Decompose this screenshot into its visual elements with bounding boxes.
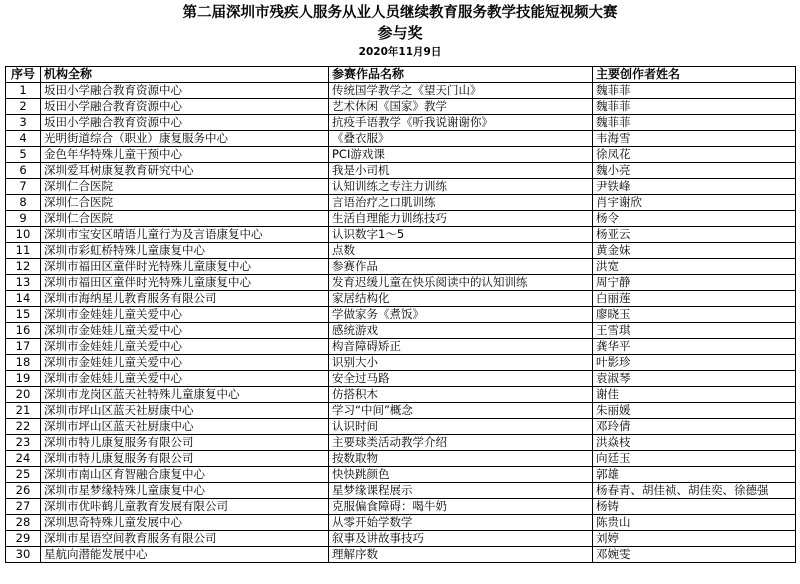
cell-work-title: 参赛作品: [329, 259, 593, 275]
table-header-row: [6, 67, 796, 83]
cell-author: 朱丽媛: [593, 403, 796, 419]
cell-organization: 深圳市福田区童伴时光特殊儿童康复中心: [41, 275, 329, 291]
cell-author: 刘婷: [593, 531, 796, 547]
cell-organization: 深圳市金娃娃儿童关爱中心: [41, 307, 329, 323]
table-row: [6, 243, 796, 259]
cell-index: 8: [6, 195, 41, 211]
cell-organization: 星航向潜能发展中心: [41, 547, 329, 563]
cell-author: 杨令: [593, 211, 796, 227]
table-row: [6, 131, 796, 147]
cell-author: 王雪琪: [593, 323, 796, 339]
cell-index: 17: [6, 339, 41, 355]
table-row: [6, 467, 796, 483]
column-header-organization: 机构全称: [41, 67, 329, 83]
cell-work-title: 言语治疗之口肌训练: [329, 195, 593, 211]
cell-work-title: 识别大小: [329, 355, 593, 371]
cell-author: 洪宽: [593, 259, 796, 275]
table-row: [6, 339, 796, 355]
cell-work-title: 仿搭积木: [329, 387, 593, 403]
cell-index: 15: [6, 307, 41, 323]
cell-index: 19: [6, 371, 41, 387]
cell-author: 魏菲菲: [593, 99, 796, 115]
cell-index: 30: [6, 547, 41, 563]
cell-index: 1: [6, 83, 41, 99]
table-row: [6, 83, 796, 99]
table-row: [6, 355, 796, 371]
cell-index: 7: [6, 179, 41, 195]
table-row: [6, 483, 796, 499]
cell-work-title: 认识时间: [329, 419, 593, 435]
cell-organization: 深圳思奇特殊儿童发展中心: [41, 515, 329, 531]
cell-author: 邓婉雯: [593, 547, 796, 563]
cell-index: 18: [6, 355, 41, 371]
cell-index: 11: [6, 243, 41, 259]
table-row: [6, 115, 796, 131]
cell-organization: 深圳仁合医院: [41, 211, 329, 227]
cell-work-title: 家居结构化: [329, 291, 593, 307]
column-header-index: 序号: [6, 67, 41, 83]
table-row: [6, 227, 796, 243]
cell-author: 袁淑琴: [593, 371, 796, 387]
cell-index: 21: [6, 403, 41, 419]
cell-organization: 坂田小学融合教育资源中心: [41, 115, 329, 131]
table-row: [6, 163, 796, 179]
cell-author: 尹铁峰: [593, 179, 796, 195]
cell-organization: 深圳市星语空间教育服务有限公司: [41, 531, 329, 547]
cell-organization: 深圳市彩虹桥特殊儿童康复中心: [41, 243, 329, 259]
cell-work-title: 生活自理能力训练技巧: [329, 211, 593, 227]
cell-work-title: 学习“中间”概念: [329, 403, 593, 419]
table-row: [6, 259, 796, 275]
table-body: [6, 83, 796, 563]
cell-author: 杨亚云: [593, 227, 796, 243]
cell-organization: 深圳市坪山区蓝天社厨康中心: [41, 403, 329, 419]
cell-author: 魏菲菲: [593, 83, 796, 99]
cell-index: 20: [6, 387, 41, 403]
table-row: [6, 147, 796, 163]
column-header-author: 主要创作者姓名: [593, 67, 796, 83]
cell-index: 4: [6, 131, 41, 147]
cell-index: 10: [6, 227, 41, 243]
cell-work-title: 克服偏食障碍：喝牛奶: [329, 499, 593, 515]
cell-organization: 深圳市金娃娃儿童关爱中心: [41, 323, 329, 339]
cell-work-title: 从零开始学数学: [329, 515, 593, 531]
cell-index: 27: [6, 499, 41, 515]
table-row: [6, 211, 796, 227]
cell-author: 郭雄: [593, 467, 796, 483]
cell-index: 5: [6, 147, 41, 163]
cell-organization: 深圳市坪山区蓝天社厨康中心: [41, 419, 329, 435]
cell-index: 22: [6, 419, 41, 435]
cell-work-title: 构音障碍矫正: [329, 339, 593, 355]
cell-index: 16: [6, 323, 41, 339]
cell-organization: 坂田小学融合教育资源中心: [41, 83, 329, 99]
cell-work-title: 按数取物: [329, 451, 593, 467]
cell-work-title: 安全过马路: [329, 371, 593, 387]
cell-organization: 深圳市星梦缘特殊儿童康复中心: [41, 483, 329, 499]
cell-organization: 深圳仁合医院: [41, 179, 329, 195]
cell-work-title: 认识数字1～5: [329, 227, 593, 243]
table-row: [6, 307, 796, 323]
cell-organization: 金色年华特殊儿童干预中心: [41, 147, 329, 163]
cell-organization: 深圳市龙岗区蓝天社特殊儿童康复中心: [41, 387, 329, 403]
cell-author: 陈贵山: [593, 515, 796, 531]
cell-work-title: 点数: [329, 243, 593, 259]
cell-index: 28: [6, 515, 41, 531]
cell-work-title: 《叠衣服》: [329, 131, 593, 147]
table-row: [6, 323, 796, 339]
cell-work-title: 主要球类活动教学介绍: [329, 435, 593, 451]
column-header-work: 参赛作品名称: [329, 67, 593, 83]
cell-author: 洪焱枝: [593, 435, 796, 451]
cell-work-title: 快快跳颜色: [329, 467, 593, 483]
cell-author: 魏菲菲: [593, 115, 796, 131]
cell-author: 向廷玉: [593, 451, 796, 467]
table-row: [6, 387, 796, 403]
table-row: [6, 531, 796, 547]
document-date: 2020年11月9日: [358, 46, 442, 58]
cell-organization: 深圳市宝安区晴语儿童行为及言语康复中心: [41, 227, 329, 243]
cell-organization: 深圳市特儿康复服务有限公司: [41, 435, 329, 451]
document-header: [0, 0, 800, 66]
table-row: [6, 275, 796, 291]
cell-work-title: 认知训练之专注力训练: [329, 179, 593, 195]
table-row: [6, 515, 796, 531]
cell-work-title: 传统国学教学之《望天门山》: [329, 83, 593, 99]
cell-organization: 深圳爱耳树康复教育研究中心: [41, 163, 329, 179]
cell-author: 邓玲倩: [593, 419, 796, 435]
table-row: [6, 99, 796, 115]
cell-work-title: PCI游戏课: [329, 147, 593, 163]
cell-author: 杨春青、胡佳祯、胡佳奕、徐德强: [593, 483, 796, 499]
cell-work-title: 我是小司机: [329, 163, 593, 179]
table-row: [6, 499, 796, 515]
award-category: 参与奖: [377, 24, 423, 42]
cell-index: 13: [6, 275, 41, 291]
cell-work-title: 感统游戏: [329, 323, 593, 339]
cell-author: 徐凤花: [593, 147, 796, 163]
cell-author: 魏小亮: [593, 163, 796, 179]
cell-organization: 深圳市海纳星儿教育服务有限公司: [41, 291, 329, 307]
table-row: [6, 179, 796, 195]
cell-index: 25: [6, 467, 41, 483]
table-row: [6, 451, 796, 467]
cell-organization: 深圳市南山区育智融合康复中心: [41, 467, 329, 483]
cell-organization: 深圳仁合医院: [41, 195, 329, 211]
cell-author: 廖晓玉: [593, 307, 796, 323]
cell-author: 肖宇谢欣: [593, 195, 796, 211]
cell-organization: 深圳市金娃娃儿童关爱中心: [41, 371, 329, 387]
cell-organization: 光明街道综合（职业）康复服务中心: [41, 131, 329, 147]
cell-author: 白丽莲: [593, 291, 796, 307]
document-title: 第二届深圳市残疾人服务从业人员继续教育服务教学技能短视频大赛: [182, 5, 618, 21]
cell-work-title: 理解序数: [329, 547, 593, 563]
cell-work-title: 星梦缘课程展示: [329, 483, 593, 499]
table-row: [6, 195, 796, 211]
cell-index: 3: [6, 115, 41, 131]
award-table: [5, 66, 796, 563]
table-row: [6, 419, 796, 435]
cell-index: 24: [6, 451, 41, 467]
cell-author: 杨铸: [593, 499, 796, 515]
cell-index: 6: [6, 163, 41, 179]
cell-work-title: 发育迟缓儿童在快乐阅读中的认知训练: [329, 275, 593, 291]
cell-author: 叶影珍: [593, 355, 796, 371]
table-row: [6, 547, 796, 563]
table-row: [6, 371, 796, 387]
table-row: [6, 291, 796, 307]
cell-organization: 深圳市福田区童伴时光特殊儿童康复中心: [41, 259, 329, 275]
cell-work-title: 学做家务《煮饭》: [329, 307, 593, 323]
cell-index: 29: [6, 531, 41, 547]
cell-organization: 坂田小学融合教育资源中心: [41, 99, 329, 115]
table-row: [6, 435, 796, 451]
cell-index: 12: [6, 259, 41, 275]
cell-author: 谢佳: [593, 387, 796, 403]
cell-author: 龚华平: [593, 339, 796, 355]
cell-organization: 深圳市特儿康复服务有限公司: [41, 451, 329, 467]
table-row: [6, 403, 796, 419]
cell-organization: 深圳市金娃娃儿童关爱中心: [41, 355, 329, 371]
cell-author: 韦海雪: [593, 131, 796, 147]
cell-index: 26: [6, 483, 41, 499]
cell-work-title: 抗疫手语教学《听我说谢谢你》: [329, 115, 593, 131]
cell-organization: 深圳市优咔鹤儿童教育发展有限公司: [41, 499, 329, 515]
cell-organization: 深圳市金娃娃儿童关爱中心: [41, 339, 329, 355]
cell-index: 23: [6, 435, 41, 451]
cell-author: 黄金妹: [593, 243, 796, 259]
cell-work-title: 艺术休闲《国家》教学: [329, 99, 593, 115]
cell-index: 14: [6, 291, 41, 307]
cell-index: 2: [6, 99, 41, 115]
cell-index: 9: [6, 211, 41, 227]
cell-work-title: 叙事及讲故事技巧: [329, 531, 593, 547]
cell-author: 周宁静: [593, 275, 796, 291]
